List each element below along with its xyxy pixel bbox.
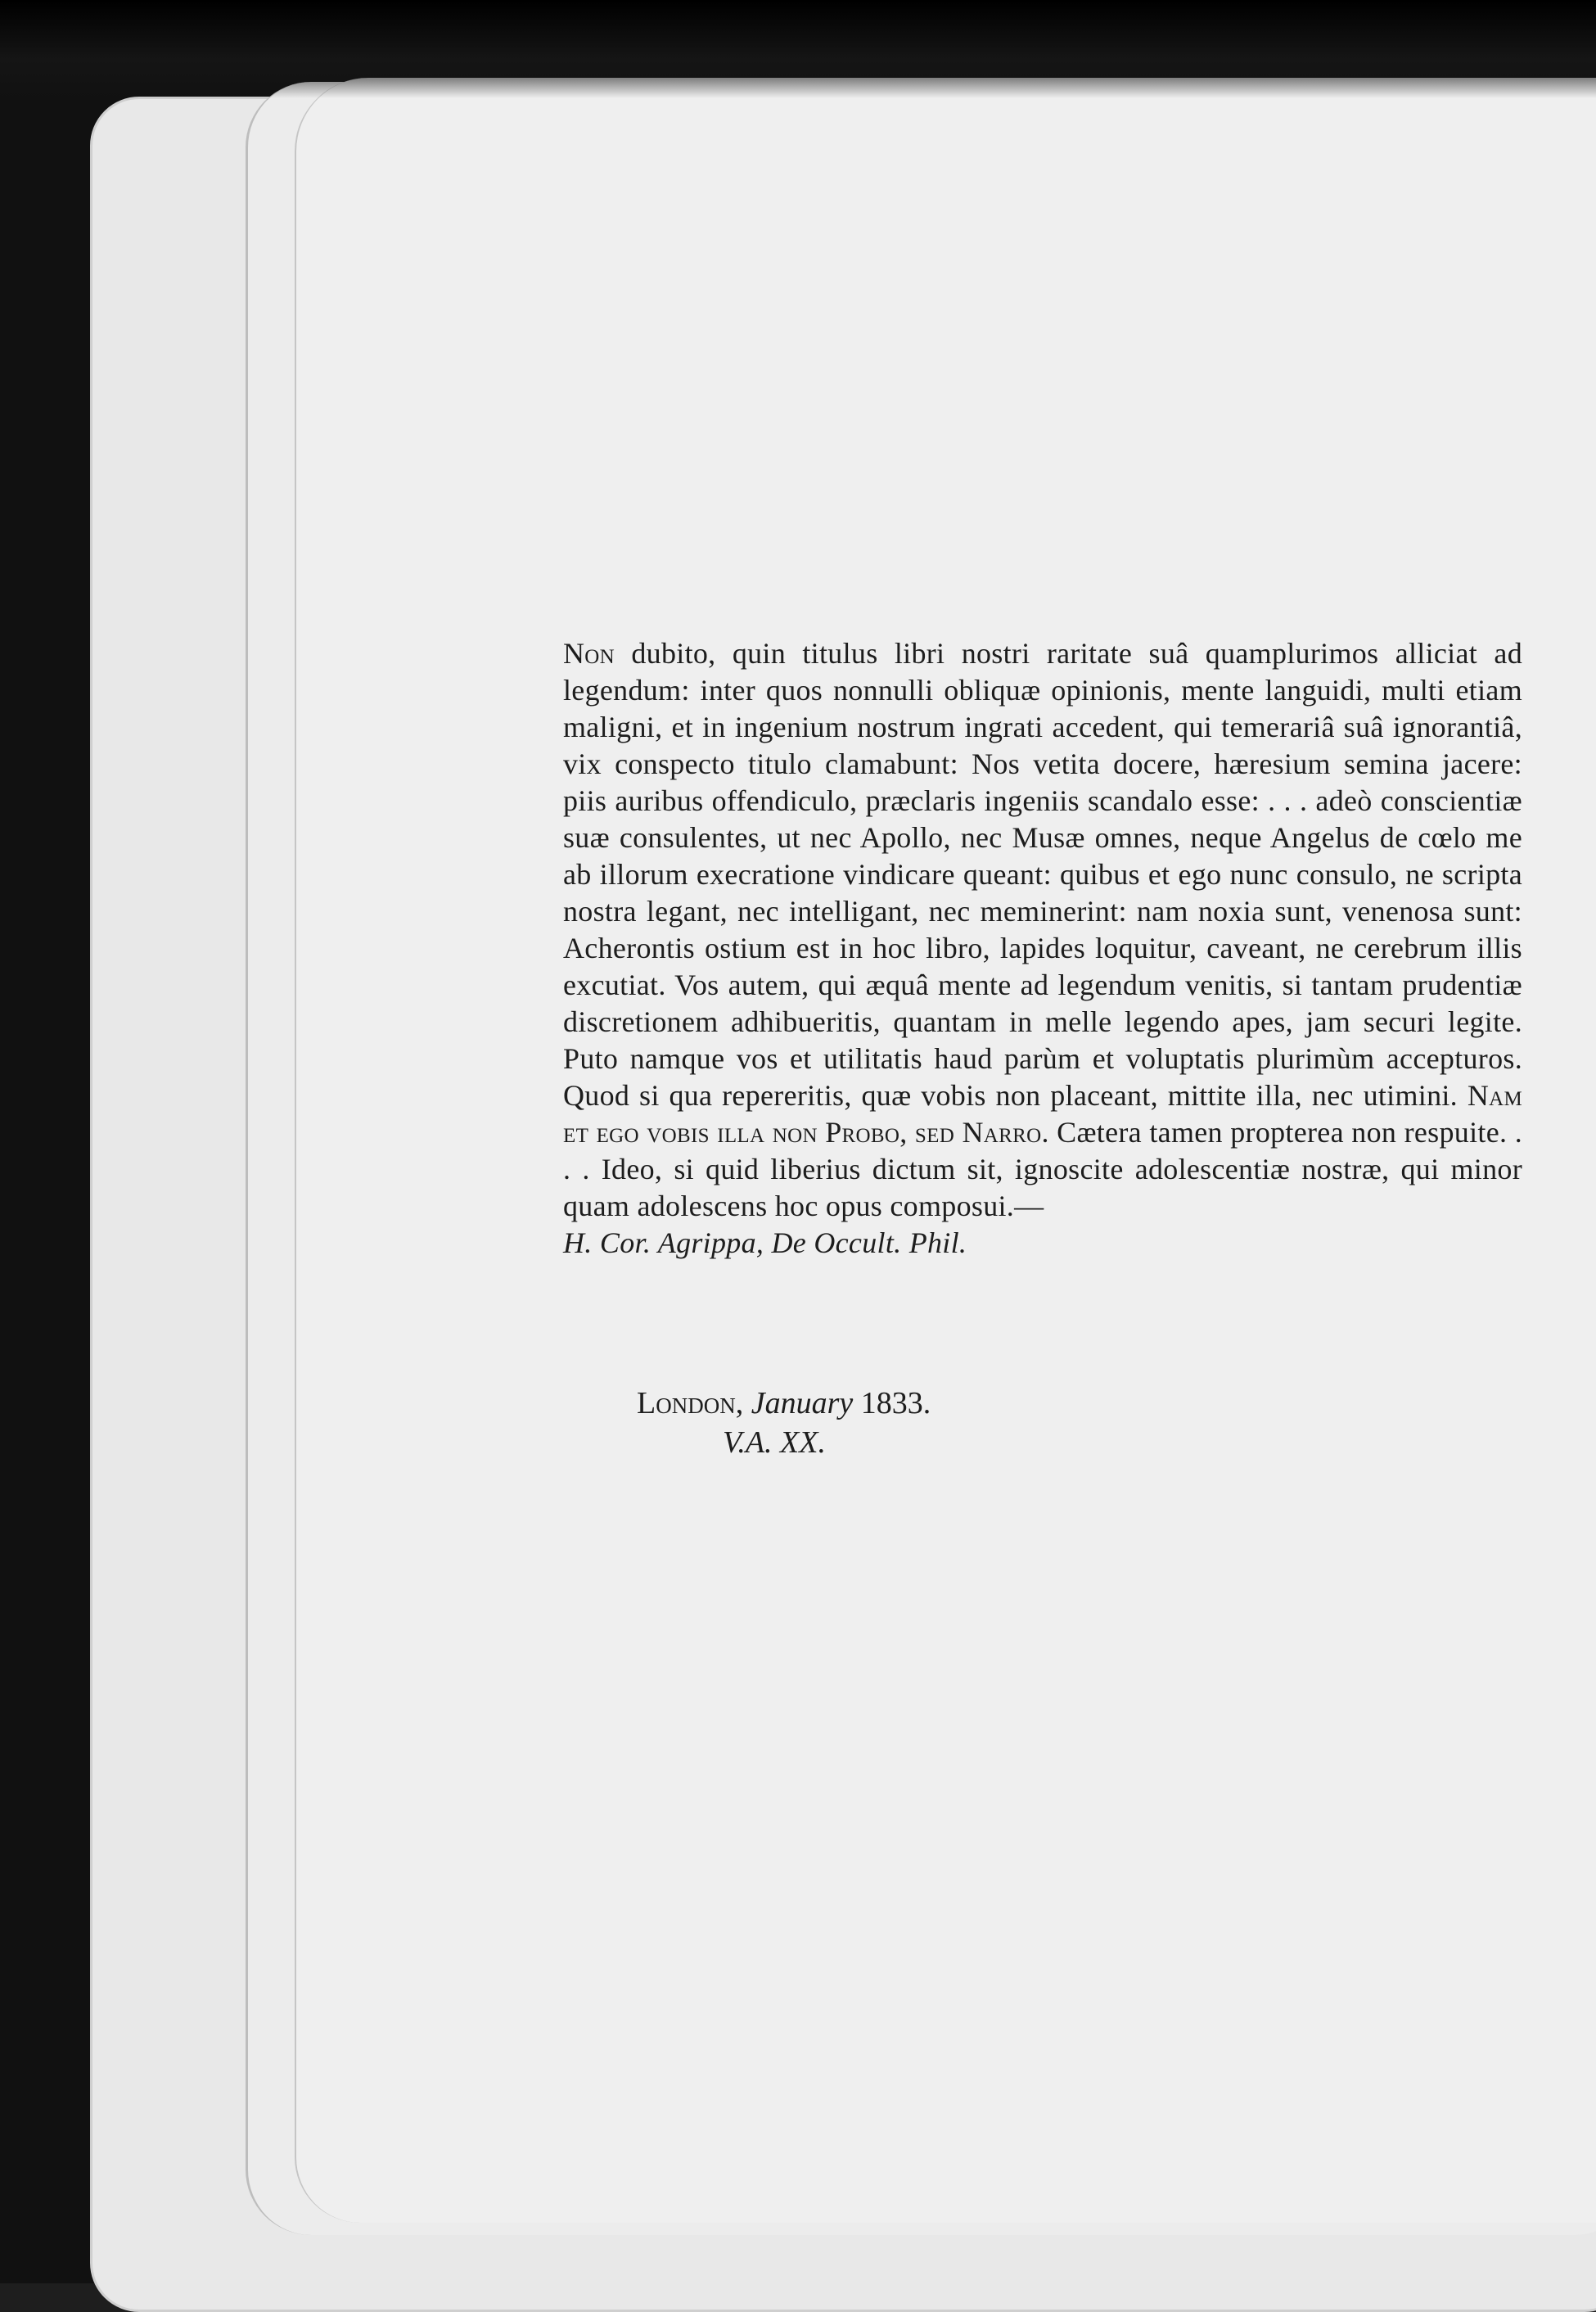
passage-text-part1: dubito, quin titulus libri nostri raritate suâ quamplurimos alliciat ad legendum: inter quos nonnulli obliquæ opinionis, mente languidi, multi etiam maligni, et in ingenium nostrum ingrati accedent, qui temerariâ suâ ignorantiâ, vix conspecto titulo clamabunt: Nos vetita docere, hæresium semina jacere: piis auribus offendiculo, præclaris ingeniis scandalo esse: . . . adeò conscientiæ suæ consulentes, ut nec Apollo, nec Musæ omnes, neque Angelus de cœlo me ab illorum execratione vindicare queant: quibus et ego nunc consulo, ne scripta nostra legant, nec intelligant, nec meminerint: nam noxia sunt, venenosa sunt: Acherontis ostium est in hoc libro, lapides loquitur, caveant, ne cerebrum illis excutiat. Vos autem, qui æquâ mente ad legendum venitis, si tantam prudentiæ discretionem adhibueritis, quantam in melle legendo apes, jam securi legite. Puto namque vos et utilitatis haud parùm et voluptatis plurimùm accepturos. Quod si qua repereritis, quæ vobis non placeant, mittite illa, nec utimini.	[563, 637, 1522, 1112]
epigraph-passage	[563, 635, 1522, 1262]
epigraph-paragraph	[563, 635, 1522, 1262]
passage-text-part2: Cætera tamen propterea non respuite. . . . Ideo, si quid liberius dictum sit, ignoscite adolescentiæ nostræ, qui minor quam adolescens hoc opus composui.—	[563, 1116, 1522, 1222]
passage-attribution: H. Cor. Agrippa, De Occult. Phil.	[563, 1226, 967, 1259]
passage-lead-word: Non	[563, 637, 615, 670]
signature-initials: V.A. XX.	[723, 1425, 826, 1460]
signature-year: 1833.	[860, 1386, 931, 1420]
signature-block	[637, 1384, 931, 1462]
scan-top-edge	[0, 0, 1596, 98]
signature-place: London,	[637, 1386, 744, 1420]
passage-smallcaps-phrase: Nam et ego vobis illa non Probo, sed Narro.	[563, 1079, 1522, 1149]
signature-month: January	[751, 1386, 854, 1420]
